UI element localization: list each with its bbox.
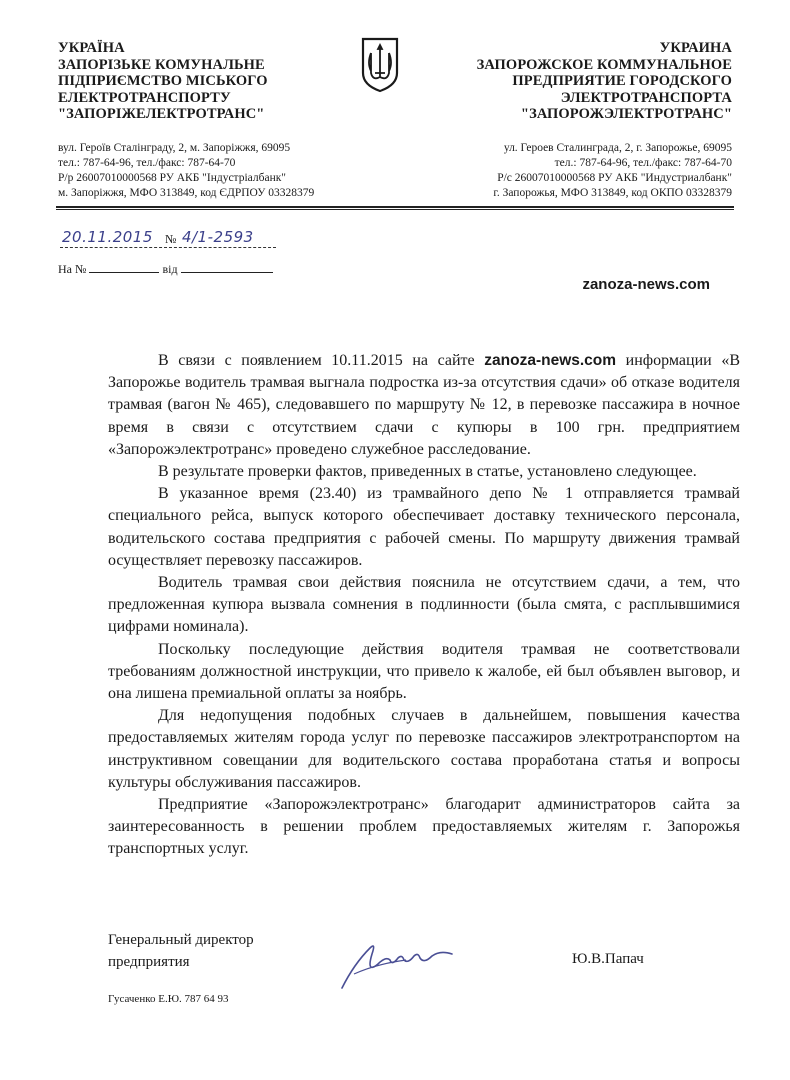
paragraph: В результате проверки фактов, приведенных в статье, установлено следующее. (158, 463, 697, 481)
address-line: м. Запоріжжя, МФО 313849, код ЄДРПОУ 03328379 (58, 187, 315, 199)
address-line: г. Запорожья, МФО 313849, код ОКПО 03328379 (493, 187, 732, 199)
registration-number-label: № (165, 232, 177, 246)
registration-number: 4/1-2593 (182, 228, 254, 246)
paragraph-text: В связи с появлением 10.11.2015 на сайте (158, 352, 485, 369)
header-left-line: ЗАПОРІЗЬКЕ КОМУНАЛЬНЕ (58, 56, 265, 73)
header-right-title (422, 40, 732, 123)
address-line: Р/р 26007010000568 РУ АКБ "Індустріалбанк" (58, 172, 287, 184)
paragraph: Водитель трамвая свои действия пояснила не отсутствием сдачи, а тем, что предложенная купюра вызвала сомнения в подлинности (была смята, с расплывшимися цифрами номинала). (108, 574, 740, 636)
letter-body (108, 350, 740, 861)
address-line: ул. Героев Сталинграда, 2, г. Запорожье, 69095 (503, 142, 732, 154)
registration-line (58, 226, 298, 250)
reference-number-label: На № (58, 262, 87, 276)
signatory-name: Ю.В.Папач (572, 951, 644, 967)
address-line: Р/с 26007010000568 РУ АКБ "Индустриалбанк" (497, 172, 732, 184)
address-line: тел.: 787-64-96, тел./факс: 787-64-70 (554, 157, 732, 169)
header-right-line: "ЗАПОРОЖЭЛЕКТРОТРАНС" (520, 106, 732, 122)
reference-line (58, 262, 273, 277)
paragraph: Предприятие «Запорожэлектротранс» благодарит администраторов сайта за заинтересованность в решении проблем предоставляемых жителям г. Запорожья транспортных услуг. (108, 796, 740, 858)
header-left-line: "ЗАПОРІЖЕЛЕКТРОТРАНС" (58, 106, 265, 122)
paragraph (108, 350, 740, 461)
signatory-title-line: предприятия (108, 954, 190, 970)
header-divider (56, 206, 734, 208)
header-left-line: ПІДПРИЄМСТВО МІСЬКОГО (58, 73, 268, 89)
reference-date-label: від (162, 262, 178, 276)
paragraph: Поскольку последующие действия водителя трамвая не соответствовали требованиям должностной инструкции, что привело к жалобе, ей был объявлен выговор, и она лишена премиальной оплаты за ноябрь. (108, 640, 740, 703)
address-left (58, 141, 314, 201)
registration-date: 20.11.2015 (62, 228, 153, 246)
header-right-line: ЭЛЕКТРОТРАНСПОРТА (560, 89, 732, 106)
website-mention: zanoza-news.com (484, 352, 617, 369)
address-line: тел.: 787-64-96, тел./факс: 787-64-70 (58, 157, 236, 169)
paragraph-text: информации «В Запорожье водитель трамвая выгнала подростка из-за отсутствия сдачи» об отказе водителя трамвая (вагон № 465), следовавшего по маршруту № 12, в перевозке пассажира в ночное время в связи с отсутствием сдачи с купюры в 100 грн. предприятием «Запорожэлектротранс» проведено служебное расследование. (108, 352, 740, 458)
paragraph: В указанное время (23.40) из трамвайного депо № 1 отправляется трамвай специального рейса, выпуск которого обеспечивает доставку технического персонала, водительского состава предприятия с рабочей смены. По маршруту движения трамвай осуществляет перевозку пассажиров. (108, 485, 740, 569)
header-right-line: ЗАПОРОЖСКОЕ КОММУНАЛЬНОЕ (476, 56, 732, 73)
header-left-line: ЕЛЕКТРОТРАНСПОРТУ (58, 89, 231, 106)
executor-footnote: Гусаченко Е.Ю. 787 64 93 (108, 993, 229, 1005)
coat-of-arms-icon (359, 37, 401, 93)
header-right-line: УКРАИНА (659, 40, 732, 56)
reference-number-blank (89, 262, 159, 273)
address-right (493, 141, 732, 201)
address-line: вул. Героїв Сталінграду, 2, м. Запоріжжя, 69095 (58, 142, 291, 154)
reference-date-blank (181, 262, 273, 273)
handwritten-signature (336, 934, 456, 994)
header-right-line: ПРЕДПРИЯТИЕ ГОРОДСКОГО (512, 73, 732, 89)
signatory-title-line: Генеральный директор (108, 932, 254, 948)
header-divider-thin (56, 209, 734, 210)
registration-underline (60, 247, 276, 248)
header-left-title (58, 40, 358, 123)
signatory-title (108, 929, 254, 973)
paragraph: Для недопущения подобных случаев в дальнейшем, повышения качества предоставляемых жителям города услуг по перевозке пассажиров электротранспортом на инструктивном совещании для водительского состава проработана статья и вопросы культуры обслуживания пассажиров. (108, 707, 740, 791)
addressee-website: zanoza-news.com (582, 276, 710, 293)
header-left-line: УКРАЇНА (58, 40, 125, 56)
